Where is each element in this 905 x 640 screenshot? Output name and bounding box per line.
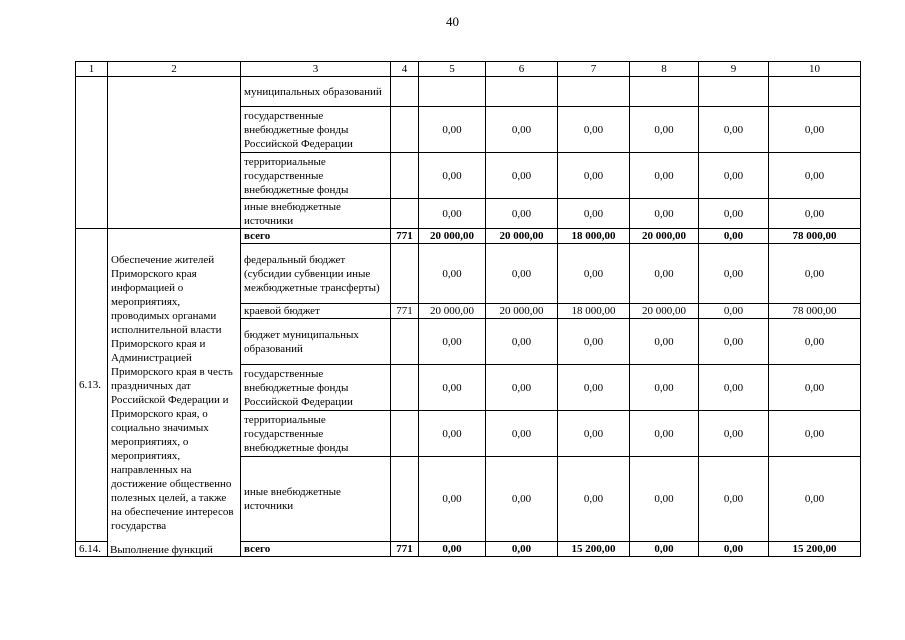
value-cell: 0,00 [699,365,769,411]
value-cell: 0,00 [769,107,861,153]
value-cell: 0,00 [486,199,558,229]
value-cell: 0,00 [558,411,630,457]
value-cell: 0,00 [699,542,769,557]
value-cell: 0,00 [630,319,699,365]
source-cell: иные внебюджетные источники [241,457,391,542]
value-cell: 0,00 [699,244,769,304]
value-cell: 0,00 [699,304,769,319]
value-cell: 20 000,00 [419,304,486,319]
value-cell: 0,00 [769,244,861,304]
value-cell: 0,00 [630,244,699,304]
value-cell: 20 000,00 [486,304,558,319]
value-cell [769,77,861,107]
column-header: 6 [486,62,558,77]
source-cell: бюджет муниципальных образований [241,319,391,365]
code-cell [391,319,419,365]
index-cell [76,77,108,229]
value-cell [558,77,630,107]
value-cell: 0,00 [486,457,558,542]
value-cell: 0,00 [419,411,486,457]
column-header: 3 [241,62,391,77]
source-cell: территориальные государственные внебюджетные фонды [241,411,391,457]
value-cell: 0,00 [558,107,630,153]
value-cell: 0,00 [699,107,769,153]
value-cell: 0,00 [486,365,558,411]
source-cell: всего [241,542,391,557]
value-cell: 0,00 [558,365,630,411]
value-cell: 0,00 [769,411,861,457]
description-cell [108,77,241,229]
page-number: 40 [446,14,459,29]
source-cell: территориальные государственные внебюджетные фонды [241,153,391,199]
source-cell: государственные внебюджетные фонды Российской Федерации [241,365,391,411]
code-cell: 771 [391,542,419,557]
value-cell [630,77,699,107]
value-cell [699,77,769,107]
value-cell: 18 000,00 [558,304,630,319]
value-cell [419,77,486,107]
code-cell [391,77,419,107]
code-cell [391,457,419,542]
value-cell: 15 200,00 [769,542,861,557]
value-cell: 0,00 [630,199,699,229]
value-cell: 0,00 [419,542,486,557]
value-cell: 20 000,00 [486,229,558,244]
value-cell: 0,00 [769,199,861,229]
value-cell: 0,00 [419,457,486,542]
value-cell: 0,00 [486,107,558,153]
column-header: 1 [76,62,108,77]
code-cell [391,411,419,457]
value-cell: 0,00 [419,365,486,411]
value-cell: 0,00 [699,457,769,542]
code-cell [391,107,419,153]
value-cell: 0,00 [699,199,769,229]
value-cell: 0,00 [630,153,699,199]
value-cell: 0,00 [558,199,630,229]
source-cell: государственные внебюджетные фонды Российской Федерации [241,107,391,153]
value-cell: 0,00 [769,153,861,199]
value-cell: 15 200,00 [558,542,630,557]
column-header: 4 [391,62,419,77]
value-cell: 0,00 [486,153,558,199]
value-cell: 0,00 [558,244,630,304]
code-cell [391,153,419,199]
value-cell: 20 000,00 [419,229,486,244]
value-cell: 20 000,00 [630,229,699,244]
column-header: 10 [769,62,861,77]
value-cell: 0,00 [419,199,486,229]
source-cell: краевой бюджет [241,304,391,319]
code-cell [391,365,419,411]
column-header: 8 [630,62,699,77]
value-cell: 0,00 [769,457,861,542]
value-cell: 0,00 [558,457,630,542]
value-cell: 0,00 [769,365,861,411]
index-cell: 6.13. [76,229,108,542]
value-cell: 0,00 [419,153,486,199]
column-header: 2 [108,62,241,77]
code-cell: 771 [391,304,419,319]
table-row [76,77,861,107]
value-cell: 0,00 [769,319,861,365]
value-cell: 0,00 [419,244,486,304]
value-cell: 0,00 [419,107,486,153]
source-cell: муниципальных образований [241,77,391,107]
value-cell: 0,00 [630,542,699,557]
column-header: 5 [419,62,486,77]
value-cell: 0,00 [630,365,699,411]
value-cell: 0,00 [699,319,769,365]
column-header: 9 [699,62,769,77]
value-cell: 0,00 [486,542,558,557]
column-number-row [76,62,861,77]
code-cell [391,199,419,229]
source-cell: всего [241,229,391,244]
description-cell: Обеспечение жителей Приморского края информацией о мероприятиях, проводимых органами исполнительной власти Приморского края и Администрацией Приморского края в честь праздничных дат Российской Федерации и Приморского края, о социально значимых мероприятиях, о мероприятиях, направленных на достижение общественно полезных целей, а также на обеспечение интересов государства [108,229,241,557]
value-cell: 0,00 [630,107,699,153]
value-cell: 0,00 [630,411,699,457]
index-cell: 6.14. [76,542,108,557]
value-cell: 0,00 [558,153,630,199]
value-cell: 0,00 [486,319,558,365]
value-cell: 18 000,00 [558,229,630,244]
value-cell [486,77,558,107]
value-cell: 78 000,00 [769,304,861,319]
table-row [76,229,861,244]
value-cell: 20 000,00 [630,304,699,319]
value-cell: 0,00 [558,319,630,365]
value-cell: 0,00 [699,229,769,244]
value-cell: 0,00 [630,457,699,542]
code-cell: 771 [391,229,419,244]
source-cell: иные внебюджетные источники [241,199,391,229]
column-header: 7 [558,62,630,77]
description-cell-614: Выполнение функций [110,543,213,556]
value-cell: 0,00 [699,153,769,199]
value-cell: 0,00 [486,411,558,457]
code-cell [391,244,419,304]
source-cell: федеральный бюджет (субсидии субвенции иные межбюджетные трансферты) [241,244,391,304]
value-cell: 0,00 [419,319,486,365]
value-cell: 0,00 [486,244,558,304]
value-cell: 78 000,00 [769,229,861,244]
budget-table [75,61,861,557]
value-cell: 0,00 [699,411,769,457]
